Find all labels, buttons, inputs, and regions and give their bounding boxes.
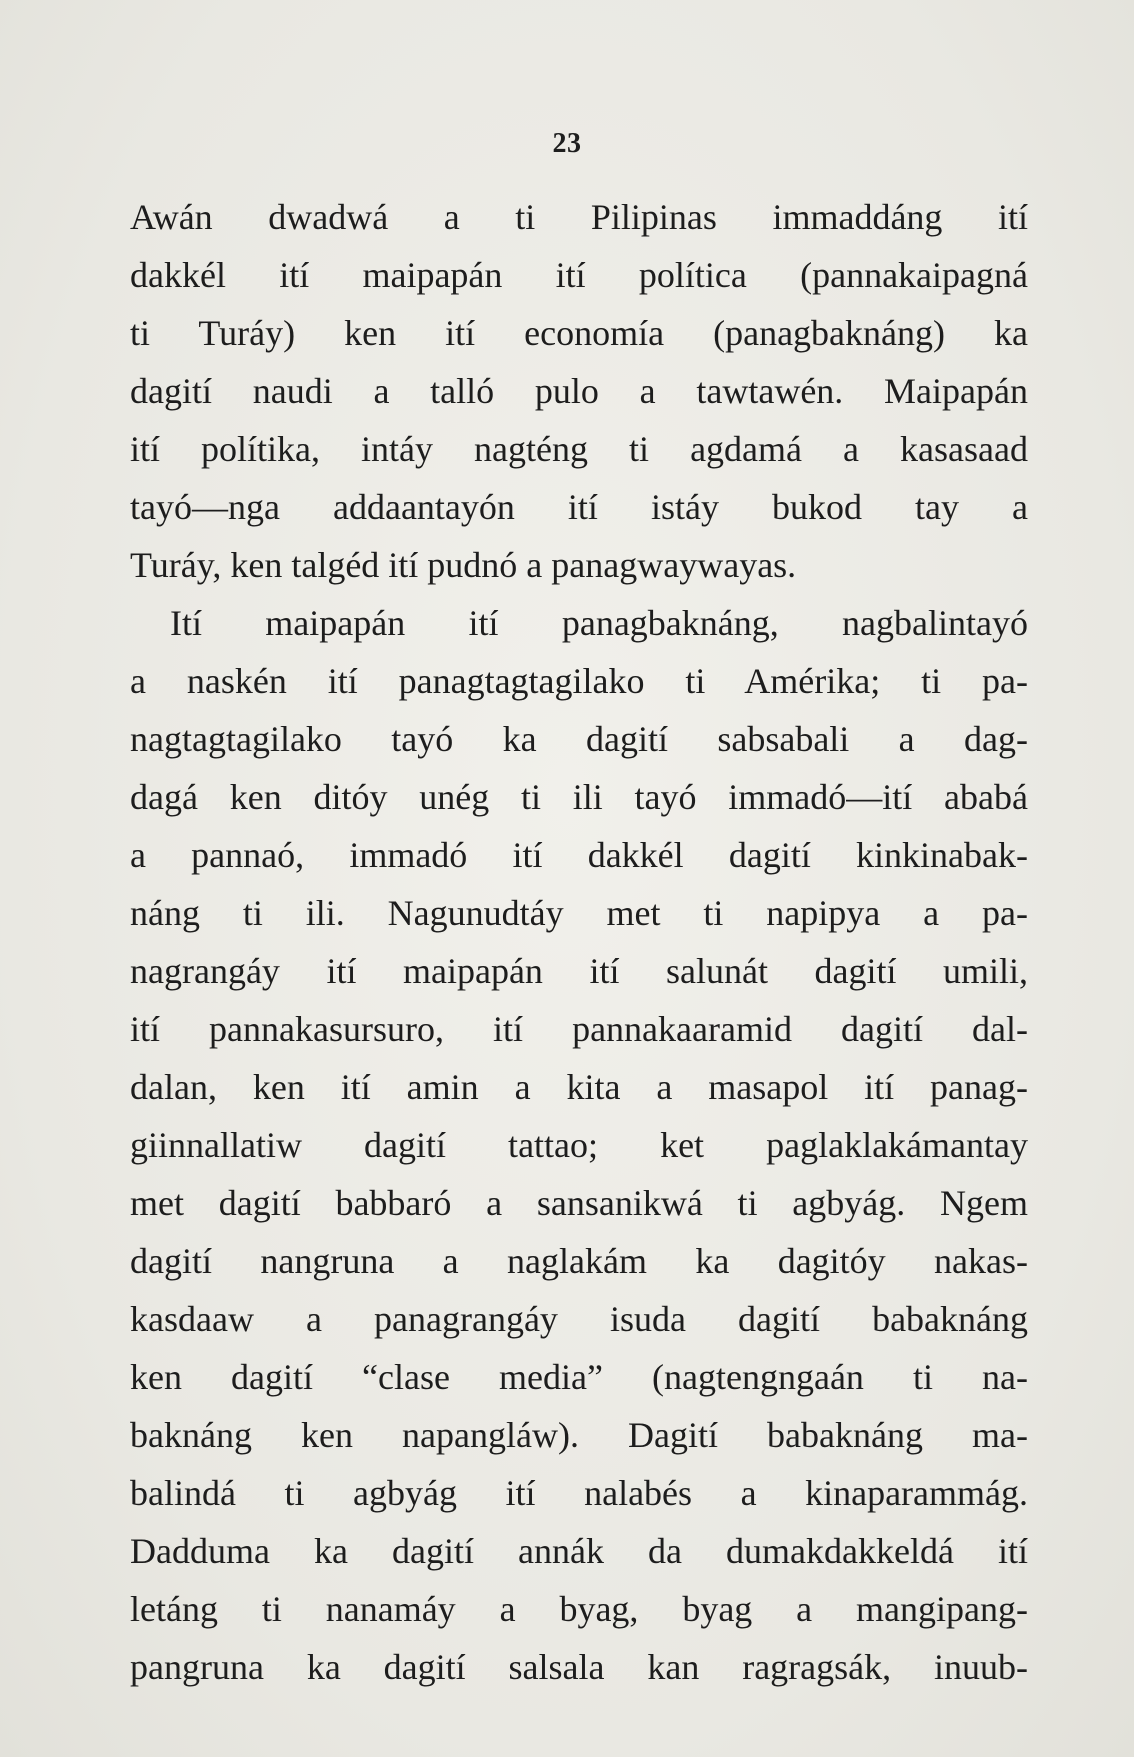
text-line: ití pannakasursuro, ití pannakaaramid dagití dal- (130, 1009, 1028, 1049)
text-line: dalan, ken ití amin a kita a masapol ití panag- (130, 1067, 1028, 1107)
text-line: a naskén ití panagtagtagilako ti Amérika; ti pa- (130, 661, 1028, 701)
text-line: náng ti ili. Nagunudtáy met ti napipya a pa- (130, 893, 1028, 933)
text-line: ití polítika, intáy nagténg ti agdamá a kasasaad (130, 429, 1028, 469)
text-line: dagití nangruna a naglakám ka dagitóy nakas- (130, 1241, 1028, 1281)
text-line: tayó—nga addaantayón ití istáy bukod tay a (130, 487, 1028, 527)
text-line: a pannaó, immadó ití dakkél dagití kinkinabak- (130, 835, 1028, 875)
text-line: ken dagití “clase media” (nagtengngaán ti na- (130, 1357, 1028, 1397)
text-line: dagá ken ditóy unég ti ili tayó immadó—ití ababá (130, 777, 1028, 817)
text-line: Dadduma ka dagití annák da dumakdakkeldá ití (130, 1531, 1028, 1571)
body-text (130, 188, 1028, 1696)
text-line: baknáng ken napangláw). Dagití babaknáng ma- (130, 1415, 1028, 1455)
page-number: 23 (552, 128, 582, 159)
text-line: kasdaaw a panagrangáy isuda dagití babaknáng (130, 1299, 1028, 1339)
text-line: ti Turáy) ken ití economía (panagbaknáng) ka (130, 313, 1028, 353)
text-line: nagrangáy ití maipapán ití salunát dagití umili, (130, 951, 1028, 991)
text-line: Ití maipapán ití panagbaknáng, nagbalintayó (170, 603, 1028, 643)
text-line: dakkél ití maipapán ití política (pannakaipagná (130, 255, 1028, 295)
text-line: letáng ti nanamáy a byag, byag a mangipang- (130, 1589, 1028, 1629)
text-line: met dagití babbaró a sansanikwá ti agbyág. Ngem (130, 1183, 1028, 1223)
text-line: dagití naudi a talló pulo a tawtawén. Maipapán (130, 371, 1028, 411)
text-line: Turáy, ken talgéd ití pudnó a panagwaywayas. (130, 545, 797, 585)
text-line: pangruna ka dagití salsala kan ragragsák, inuub- (130, 1647, 1028, 1687)
text-line: giinnallatiw dagití tattao; ket paglaklakámantay (130, 1125, 1028, 1165)
text-line: Awán dwadwá a ti Pilipinas immaddáng ití (130, 197, 1028, 237)
text-line: balindá ti agbyág ití nalabés a kinaparammág. (130, 1473, 1028, 1513)
text-line: nagtagtagilako tayó ka dagití sabsabali a dag- (130, 719, 1028, 759)
